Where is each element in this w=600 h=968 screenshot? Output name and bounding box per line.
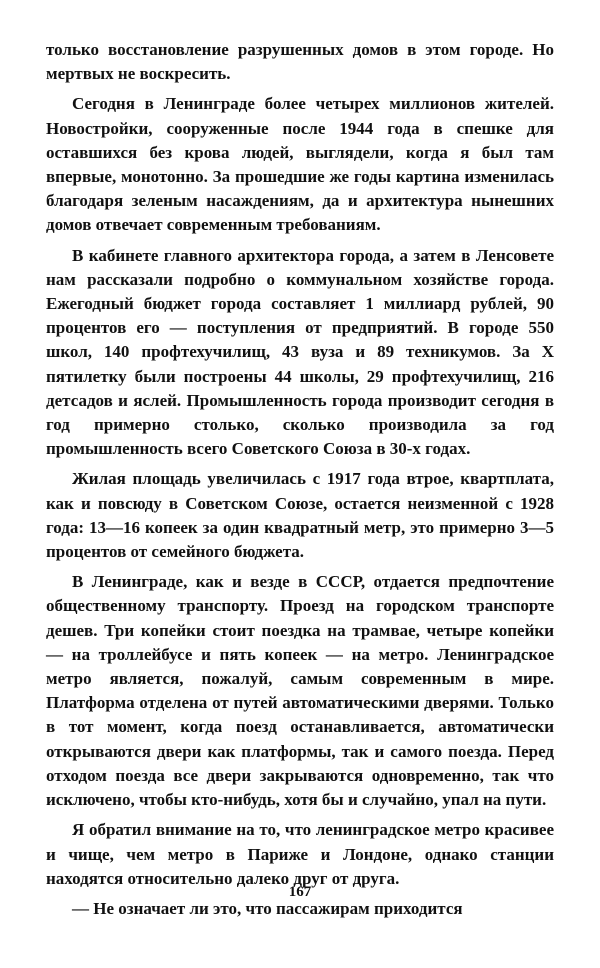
paragraph-1: только восстановление разрушенных домов в этом городе. Но мертвых не воскресить.	[46, 40, 554, 84]
paragraph-6: Я обратил внимание на то, что ленинградское метро красивее и чище, чем метро в Париже и Лондоне, однако станции находятся относительно далеко друг от друга.	[46, 820, 554, 888]
paragraph-2: Сегодня в Ленинграде более четырех миллионов жителей. Новостройки, сооруженные после 1944 года в спешке для оставшихся без крова людей, выглядели, когда я был там впервые, монотонно. За прошедшие же годы картина изменилась благодаря зеленым насаждениям, да и архитектура нынешних домов отвечает современным требованиям.	[46, 94, 554, 235]
page-number: 167	[288, 884, 312, 900]
page-body	[46, 38, 554, 927]
paragraph-3: В кабинете главного архитектора города, а затем в Ленсовете нам рассказали подробно о коммунальном хозяйстве города. Ежегодный бюджет города составляет 1 миллиард рублей, 90 процентов его — поступления от предприятий. В городе 550 школ, 140 профтехучилищ, 43 вуза и 89 техникумов. За X пятилетку были построены 44 школы, 29 профтехучилищ, 216 детсадов и яслей. Промышленность города производит сегодня в год примерно столько, сколько производила за год промышленность всего Советского Союза в 30-х годах.	[46, 245, 554, 459]
paragraph-5: В Ленинграде, как и везде в СССР, отдается предпочтение общественному транспорту. Проезд на городском транспорте дешев. Три копейки стоит поездка на трамвае, четыре копейки — на троллейбусе и пять копеек — на метро. Ленинградское метро является, пожалуй, самым современным в мире. Платформа отделена от путей автоматическими дверями. Только в тот момент, когда поезд останавливается, автоматически открываются двери как платформы, так и самого поезда. Перед отходом поезда все двери закрываются одновременно, так что исключено, чтобы кто-нибудь, хотя бы и случайно, упал на пути.	[46, 572, 554, 810]
paragraph-4: Жилая площадь увеличилась с 1917 года втрое, квартплата, как и повсюду в Советском Союзе, остается неизменной с 1928 года: 13—16 копеек за один квадратный метр, это примерно 3—5 процентов от семейного бюджета.	[46, 469, 554, 562]
paragraph-7: — Не означает ли это, что пассажирам приходится	[72, 898, 463, 918]
